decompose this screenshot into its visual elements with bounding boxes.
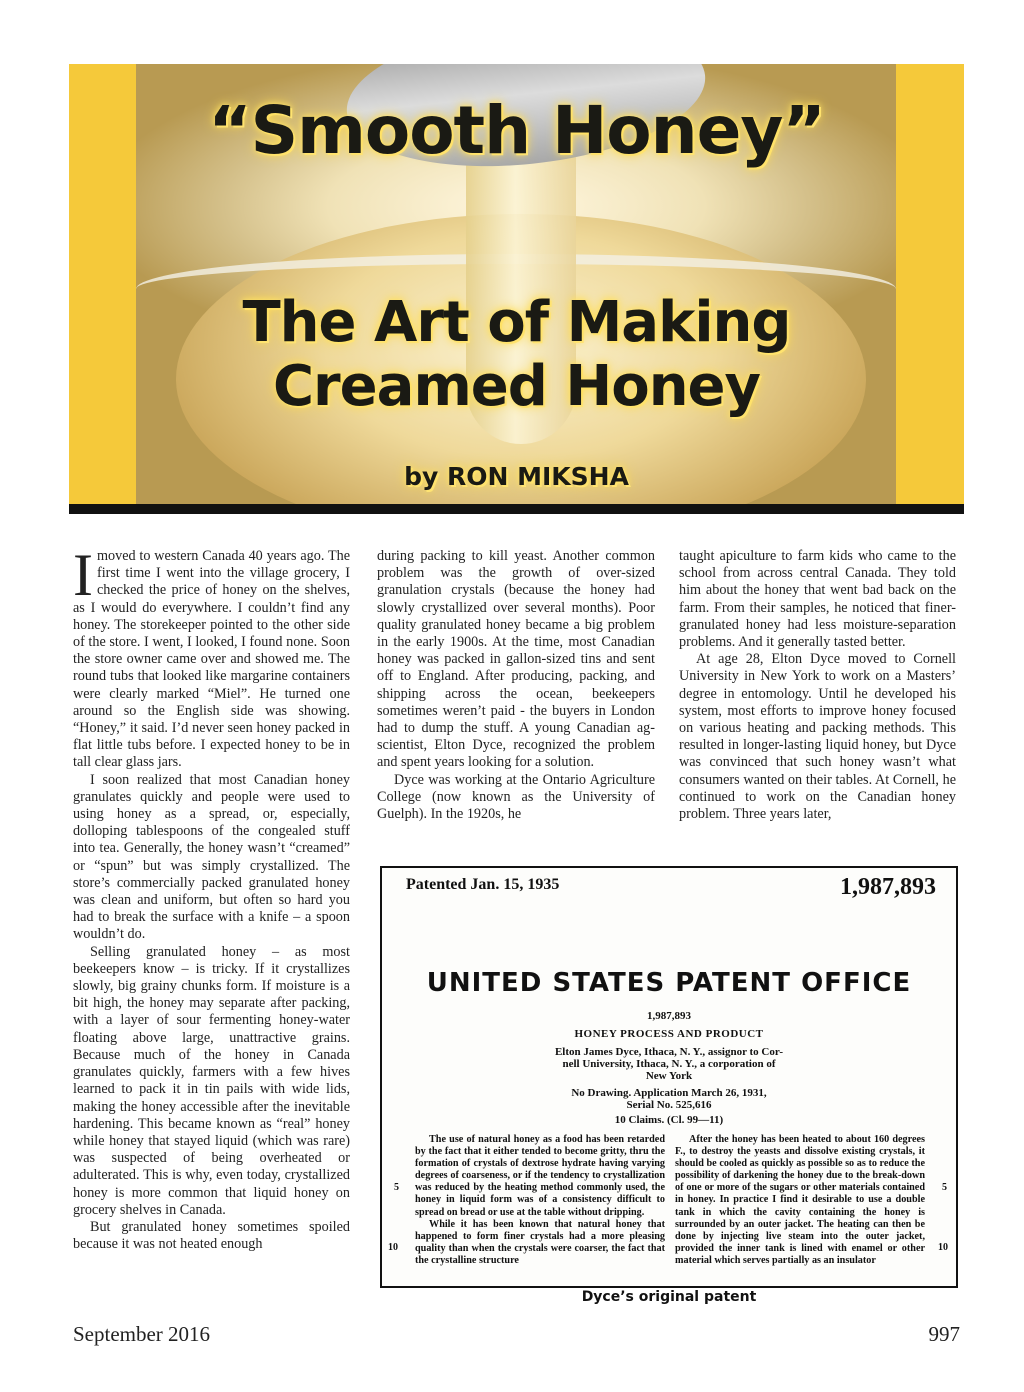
patent-paragraph: While it has been known that natural honey that happened to form finer crystals had a more pleasing quality than when the crystals were coarser, the fact that the crystalline structure xyxy=(415,1218,665,1266)
patent-left-column xyxy=(415,1134,665,1267)
article-column-3 xyxy=(679,548,956,823)
patent-line-number: 10 xyxy=(938,1242,948,1253)
paragraph-text: moved to western Canada 40 years ago. The first time I went into the village grocery, I checked the price of honey on the shelves, as I would do everywhere. I couldn’t find any honey. The storekeeper pointed to the other side of the store. I went, I looked, I found none. Soon the store owner came over and showed me. The round tubs that looked like margarine containers were clearly marked “Miel”. He turned one around so the English side was showing. “Honey,” it said. I’d never seen honey packed in flat little tubs before. I expected honey to be in tall clear glass jars. xyxy=(73,548,350,771)
patent-line-number: 10 xyxy=(388,1242,398,1253)
patent-application xyxy=(382,1087,956,1111)
patent-number: 1,987,893 xyxy=(840,874,936,900)
patent-office-heading: UNITED STATES PATENT OFFICE xyxy=(426,968,912,998)
banner-subtitle-line2: Creamed Honey xyxy=(272,354,761,419)
article-paragraph: I soon realized that most Canadian honey granulates quickly and people were used to using honey as a spread, or, especially, dolloping tablespoons of the congealed stuff into tea. Generally, the honey wasn’t “creamed” or “spun” but was simply crystallized. The store’s commercially packed granulated honey was clean and uniform, but often so hard you had to break the surface with a knife – a spoon wouldn’t do. xyxy=(73,771,350,943)
article-paragraph xyxy=(73,542,350,772)
banner-title: “Smooth Honey” xyxy=(208,92,825,169)
patent-paragraph: The use of natural honey as a food has been retarded by the fact that it either tended to become gritty, thru the formation of crystals of dextrose hydrate having varying degrees of coarseness, or if the tendency to crystallization was reduced by the heating method commonly used, the honey in liquid form was of a consistency difficult to spread on bread or use at the table without dripping. xyxy=(415,1134,665,1218)
banner-bottom-rule xyxy=(69,504,964,514)
footer-page-number: 997 xyxy=(928,1322,960,1346)
patent-inventor-line: nell University, Ithaca, N. Y., a corporation of xyxy=(562,1058,776,1070)
patent-inventor-line: New York xyxy=(645,1070,693,1082)
figure-caption: Dyce’s original patent xyxy=(581,1289,757,1305)
article-banner xyxy=(69,64,964,514)
article-paragraph: At age 28, Elton Dyce moved to Cornell University in New York to work on a Masters’ degree in entomology. Until he developed his system, most efforts to improve honey focused on various heating and packing methods. This resulted in longer-lasting liquid honey, but Dyce was convinced that such honey wasn’t what consumers wanted on their tables. At Cornell, he continued to work on the Canadian honey problem. Three years later, xyxy=(679,651,956,823)
article-column-2 xyxy=(377,548,655,823)
article-paragraph: Selling granulated honey – as most beekeepers know – is tricky. If it crystallizes slowly, big grainy chunks form. If moisture is a bit high, the honey may separate after packing, with a layer of sour fermenting honey-water floating above large, unattractive grains. Because much of the honey in Canada granulates quickly, farmers with a few hives learned to pack it in tin pails with wide lids, making the honey accessible after the inevitable hardening. This became known as “real” honey while honey that stayed liquid (which was rare) was suspected of being overheated or adulterated. This is why, even today, crystallized honey is more common that liquid honey on grocery shelves in Canada. xyxy=(73,943,350,1218)
article-column-1 xyxy=(73,542,350,1253)
article-paragraph: Dyce was working at the Ontario Agriculture College (now known as the University of Guelph). In the 1920s, he xyxy=(377,771,655,823)
patent-figure xyxy=(380,866,958,1288)
patent-inventor-line: Elton James Dyce, Ithaca, N. Y., assignor to Cor- xyxy=(554,1046,784,1058)
article-paragraph: during packing to kill yeast. Another common problem was the growth of over-sized granulation crystals (because the honey had slowly crystallized over several months). Poor quality granulated honey became a big problem in the early 1900s. At the time, most Canadian honey was packed in gallon-sized tins and sent off to England. After producing, packing, and shipping across the ocean, beekeepers sometimes weren’t paid - the buyers in London had to dump the stuff. A young Canadian ag-scientist, Elton Dyce, recognized the problem and spent years looking for a solution. xyxy=(377,548,655,771)
article-paragraph: taught apiculture to farm kids who came to the school from across central Canada. They told him about the honey that went bad back on the farm. From their samples, he noticed that finer-granulated honey had less moisture-separation problems. And it generally tasted better. xyxy=(679,548,956,651)
patent-line-number: 5 xyxy=(394,1182,399,1193)
banner-byline: by RON MIKSHA xyxy=(404,462,629,491)
patent-inventor xyxy=(382,1046,956,1082)
patent-date: Patented Jan. 15, 1935 xyxy=(406,876,560,893)
drop-cap: I xyxy=(73,542,93,608)
patent-claims: 10 Claims. (Cl. 99—11) xyxy=(614,1114,724,1126)
patent-serial-line: Serial No. 525,616 xyxy=(626,1099,712,1111)
footer-issue-date: September 2016 xyxy=(73,1322,211,1346)
patent-title: HONEY PROCESS AND PRODUCT xyxy=(574,1028,764,1040)
banner-subtitle-line1: The Art of Making xyxy=(242,290,791,355)
patent-sub-number: 1,987,893 xyxy=(647,1010,691,1022)
patent-line-number: 5 xyxy=(942,1182,947,1193)
patent-application-line: No Drawing. Application March 26, 1931, xyxy=(571,1087,767,1099)
patent-right-column xyxy=(675,1134,925,1267)
patent-paragraph: After the honey has been heated to about 160 degrees F., to destroy the yeasts and dissolve existing crystals, it should be cooled as quickly as possible so as to reduce the possibility of darkening the honey due to the break-down of one or more of the sugars or other materials contained in honey. In practice I find it desirable to use a double tank in which the cavity containing the honey is surrounded by an outer jacket. The heating can then be done by injecting live steam into the outer jacket, provided the inner tank is lined with enamel or other material which serves partially as an insulator xyxy=(675,1134,925,1266)
article-paragraph: But granulated honey sometimes spoiled because it was not heated enough xyxy=(73,1218,350,1253)
